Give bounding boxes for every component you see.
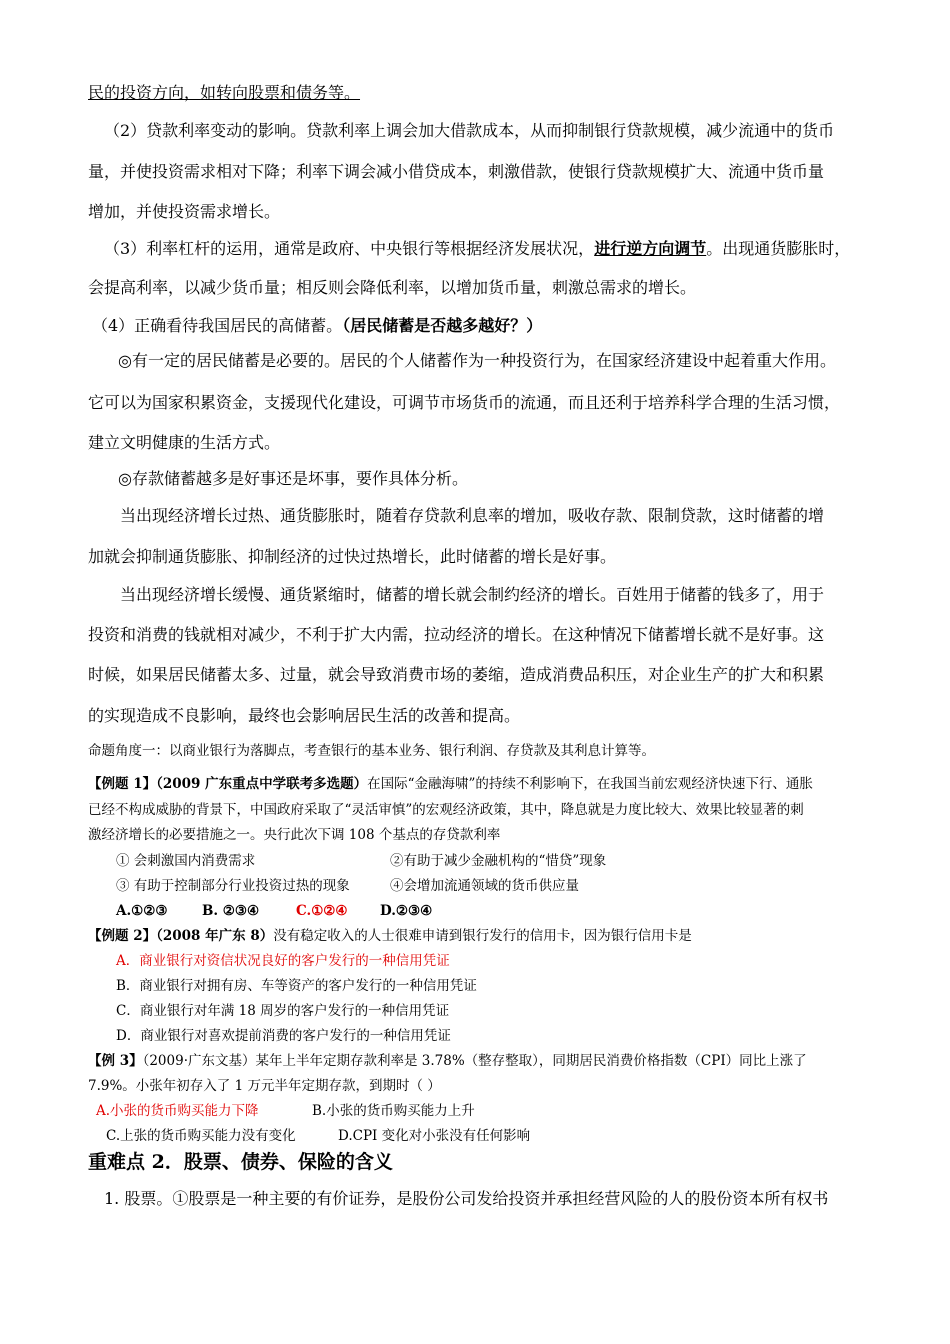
choice-d: D.CPI 变化对小张没有任何影响 — [338, 1128, 531, 1144]
example-tag: 【例 3】 — [88, 1053, 143, 1069]
topic-angle-note: 命题角度一：以商业银行为落脚点，考查银行的基本业务、银行利润、存贷款及其利息计算等。 — [88, 743, 655, 759]
paragraph-line: 投资和消费的钱就相对减少，不利于扩大内需，拉动经济的增长。在这种情况下储蓄增长就不是好事。这 — [88, 625, 825, 644]
choice-b: B.小张的货币购买能力上升 — [312, 1103, 475, 1119]
option-4: ④会增加流通领域的货币供应量 — [390, 878, 579, 894]
example-2-stem — [88, 927, 692, 945]
choice-b: B. ②③④ — [202, 903, 260, 919]
paragraph-line: 1. 股票。①股票是一种主要的有价证券，是股份公司发给投资并承担经营风险的人的股份资本所有权书 — [104, 1189, 829, 1208]
paragraph-line: 增加，并使投资需求增长。 — [88, 202, 281, 221]
example-tag: 【例题 1】 — [88, 776, 157, 792]
example-1-stem: 激经济增长的必要措施之一。央行此次下调 108 个基点的存贷款利率 — [88, 827, 501, 843]
text-run: 。出现通货膨胀时， — [706, 239, 851, 258]
paragraph-line: 当出现经济增长缓慢、通货紧缩时，储蓄的增长就会制约经济的增长。百姓用于储蓄的钱多了，用于 — [120, 585, 825, 604]
example-source: （2008 年广东 8） — [156, 928, 274, 944]
paragraph-line: 会提高利率，以减少货币量；相反则会降低利率，以增加货币量，刺激总需求的增长。 — [88, 278, 697, 297]
choice-c-answer: C.①②④ — [296, 903, 348, 919]
emphasis-text: 进行逆方向调节 — [594, 239, 707, 258]
paragraph-line: 它可以为国家积累资金，支援现代化建设，可调节市场货币的流通，而且还利于培养科学合理的生活习惯， — [88, 393, 841, 412]
choice-d: D．商业银行对喜欢提前消费的客户发行的一种信用凭证 — [116, 1028, 451, 1044]
paragraph-line: 民的投资方向，如转向股票和债务等。 — [88, 83, 361, 102]
choice-a: A.①②③ — [116, 903, 168, 919]
example-1-stem: 已经不构成威胁的背景下，中国政府采取了“灵活审慎”的宏观经济政策，其中，降息就是力度比较大、效果比较显著的刺 — [88, 802, 804, 818]
paragraph-line: 加就会抑制通货膨胀、抑制经济的过快过热增长，此时储蓄的增长是好事。 — [88, 547, 617, 566]
option-3: ③ 有助于控制部分行业投资过热的现象 — [116, 878, 350, 894]
choice-c: C.上张的货币购买能力没有变化 — [106, 1128, 296, 1144]
choice-b: B．商业银行对拥有房、车等资产的客户发行的一种信用凭证 — [116, 978, 477, 994]
choice-a-answer: A.小张的货币购买能力下降 — [96, 1103, 259, 1119]
subheading — [92, 315, 542, 337]
option-2: ②有助于减少金融机构的“惜贷”现象 — [390, 853, 607, 869]
example-3-stem — [88, 1052, 807, 1070]
section-heading: 重难点 2．股票、债券、保险的含义 — [88, 1151, 393, 1173]
paragraph-line: 建立文明健康的生活方式。 — [88, 433, 281, 452]
example-3-stem: 7.9%。小张年初存入了 1 万元半年定期存款，到期时（ ） — [88, 1078, 441, 1094]
paragraph-line: 当出现经济增长过热、通货膨胀时，随着存贷款利息率的增加，吸收存款、限制贷款，这时储蓄的增 — [120, 506, 825, 525]
text-run: （3）利率杠杆的运用，通常是政府、中央银行等根据经济发展状况， — [104, 239, 595, 258]
choice-d: D.②③④ — [380, 903, 433, 919]
choice-a-answer: A．商业银行对资信状况良好的客户发行的一种信用凭证 — [116, 953, 450, 969]
paragraph-line: ◎存款储蓄越多是好事还是坏事，要作具体分析。 — [118, 469, 468, 488]
example-tag: 【例题 2】 — [88, 928, 157, 944]
choice-c: C．商业银行对年满 18 周岁的客户发行的一种信用凭证 — [116, 1003, 450, 1019]
text-run: 没有稳定收入的人士很难申请到银行发行的信用卡，因为银行信用卡是 — [273, 928, 692, 944]
example-1-stem — [88, 775, 813, 793]
paragraph-line: ◎有一定的居民储蓄是必要的。居民的个人储蓄作为一种投资行为，在国家经济建设中起着重大作用。 — [118, 351, 836, 370]
option-1: ① 会刺激国内消费需求 — [116, 853, 256, 869]
paragraph-line: （2）贷款利率变动的影响。贷款利率上调会加大借款成本，从而抑制银行贷款规模，减少流通中的货币 — [104, 121, 835, 140]
bold-question: （居民储蓄是否越多越好？） — [342, 316, 543, 335]
text-run: （4）正确看待我国居民的高储蓄。 — [92, 316, 343, 335]
example-source: （2009 广东重点中学联考多选题） — [156, 776, 368, 792]
paragraph-line: 的实现造成不良影响，最终也会影响居民生活的改善和提高。 — [88, 706, 521, 725]
text-run: （2009·广东文基）某年上半年定期存款利率是 3.78%（整存整取），同期居民消费价格指数（CPI）同比上涨了 — [142, 1053, 807, 1069]
text-run: 在国际“金融海啸”的持续不利影响下，在我国当前宏观经济快速下行、通胀 — [367, 776, 813, 792]
paragraph-line — [104, 238, 850, 260]
paragraph-line: 量，并使投资需求相对下降；利率下调会减小借贷成本，刺激借款，使银行贷款规模扩大、流通中货币量 — [88, 162, 825, 181]
paragraph-line: 时候，如果居民储蓄太多、过量，就会导致消费市场的萎缩，造成消费品积压，对企业生产的扩大和积累 — [88, 665, 825, 684]
